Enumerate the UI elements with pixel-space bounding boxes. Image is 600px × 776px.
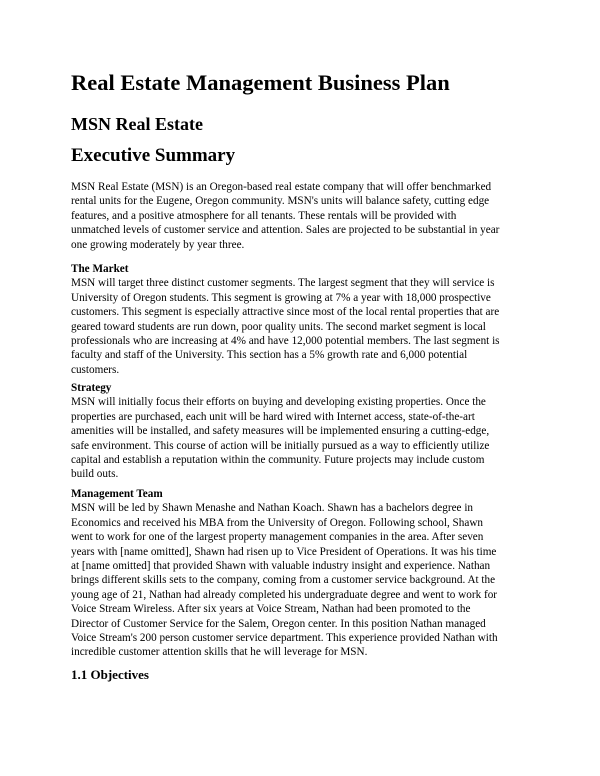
paragraph-line: Voice Stream Wireless. After six years at Voice Stream, Nathan had been promoted to the (71, 603, 471, 616)
paragraph-line: at [name omitted] that provided Shawn with valuable industry insight and experience. Nathan (71, 560, 491, 573)
paragraph-line: one growing moderately by year three. (71, 238, 245, 251)
strategy-heading: Strategy (71, 382, 112, 394)
paragraph-line: MSN Real Estate (MSN) is an Oregon-based real estate company that will offer benchmarked (71, 181, 492, 193)
paragraph-line: build outs. (71, 468, 119, 481)
management-team-section (71, 487, 531, 660)
paragraph-line: young age of 21, Nathan had already completed his undergraduate degree and went to work for (71, 588, 498, 601)
paragraph-line: incredible customer attention skills that he will leverage for MSN. (71, 646, 368, 659)
paragraph-line: Director of Customer Service for the Salem, Oregon center. In this position Nathan managed (71, 617, 486, 630)
objectives-heading: 1.1 Objectives (71, 667, 149, 682)
paragraph-line: MSN will initially focus their efforts on buying and developing existing properties. Once the (71, 396, 486, 409)
market-section (71, 262, 531, 377)
paragraph-line: professionals who are increasing at 4% and have 12,000 potential members. The last segment is (71, 335, 500, 348)
paragraph-line: rental units for the Eugene, Oregon community. MSN's units will balance safety, cutting edge (71, 195, 490, 208)
paragraph-line: geared toward students are run down, poor quality units. The second market segment is local (71, 320, 486, 333)
strategy-section (71, 381, 531, 482)
executive-summary-paragraph (71, 180, 531, 252)
paragraph-line: years with [name omitted], Shawn had risen up to Vice President of Operations. It was his time (71, 545, 497, 558)
paragraph-line: capital and establish a reputation within the community. Future projects may include custom (71, 454, 485, 467)
executive-summary-heading: Executive Summary (71, 145, 236, 166)
paragraph-line: went to work for one of the largest property management companies in the area. After seven (71, 531, 484, 544)
company-name: MSN Real Estate (71, 114, 203, 134)
paragraph-line: safe environment. This course of action will be initially pursued as a way to efficiently utilize (71, 439, 490, 452)
paragraph-line: amenities will be installed, and safety measures will be implemented ensuring a cutting-edge, (71, 425, 490, 438)
paragraph-line: customers. (71, 363, 120, 376)
paragraph-line: properties are purchased, each unit will be hard wired with Internet access, state-of-the-art (71, 410, 475, 423)
paragraph-line: Economics and received his MBA from the University of Oregon. Following school, Shawn (71, 516, 484, 529)
management-team-heading: Management Team (71, 488, 163, 500)
document-title: Real Estate Management Business Plan (71, 70, 450, 95)
paragraph-line: brings different skills sets to the company, coming from a customer service background. At the (71, 574, 496, 587)
paragraph-line: MSN will be led by Shawn Menashe and Nathan Koach. Shawn has a bachelors degree in (71, 502, 474, 515)
paragraph-line: customers. This segment is especially attractive since most of the local rental properties that are (71, 306, 500, 319)
paragraph-line: MSN will target three distinct customer segments. The largest segment that they will service is (71, 277, 495, 290)
paragraph-line: University of Oregon students. This segment is growing at 7% a year with 18,000 prospective (71, 291, 491, 304)
paragraph-line: Voice Stream's 200 person customer service department. This experience provided Nathan with (71, 632, 498, 645)
market-heading: The Market (71, 263, 129, 275)
paragraph-line: features, and a positive atmosphere for all tenants. These rentals will be provided with (71, 209, 457, 222)
paragraph-line: faculty and staff of the University. This section has a 5% growth rate and 6,000 potential (71, 349, 468, 362)
paragraph-line: unmatched levels of customer service and attention. Sales are projected to be substantial in year (71, 224, 500, 237)
